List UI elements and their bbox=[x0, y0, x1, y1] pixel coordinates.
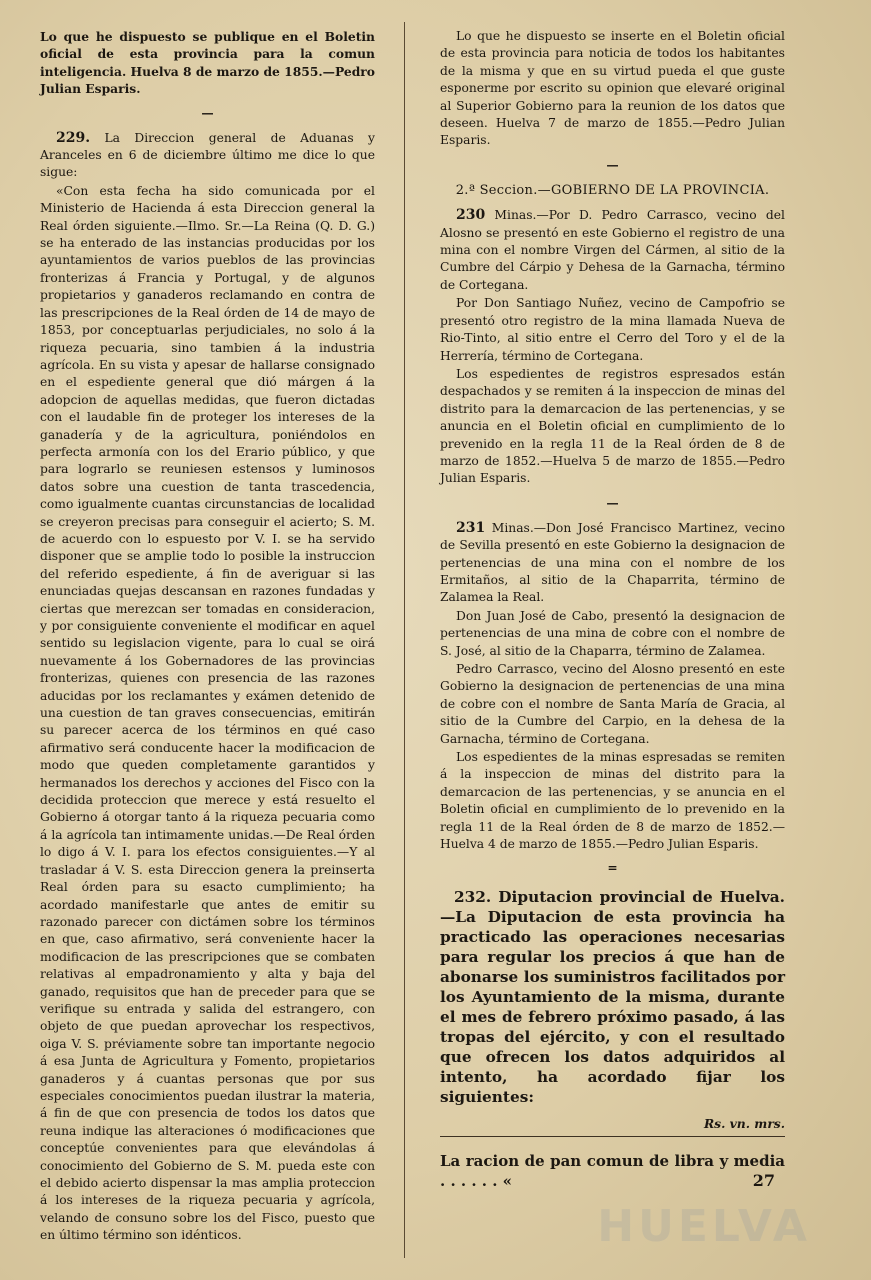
left-column bbox=[40, 28, 375, 1246]
article-number-232: 232. bbox=[454, 887, 492, 906]
article-230-p3: Los espedientes de registros espresados están despachados y se remiten á la inspeccion de minas del distrito para la demarcacion de las pertenencias, y se anuncia en el Boletin oficial en cumplimiento de lo prevenido en la regla 11 de la Real órden de 8 de marzo de 1852.—Huelva 5 de marzo de 1855.—Pedro Julian Esparis. bbox=[440, 366, 785, 486]
article-232-body: Diputacion provincial de Huelva.—La Diputacion de esta provincia ha practicado las operaciones necesarias para regular los precios á que han de abonarse los suministros facilitados por los Ayuntamiento de la misma, durante el mes de febrero próximo pasado, á las tropas del ejército, y con el resultado que ofrecen los datos adquiridos al intento, ha acordado fijar los siguientes: bbox=[440, 887, 785, 1106]
article-number-231: 231 bbox=[456, 519, 486, 536]
price-table-header: Rs. vn. mrs. bbox=[440, 1115, 785, 1137]
top-paragraph: Lo que he dispuesto se inserte en el Boletin oficial de esta provincia para noticia de todos los habitantes de la misma y que en su virtud pueda el que guste esponerme por escrito su opinion que elevaré original al Superior Gobierno para la reunion de los datos que deseen. Huelva 7 de marzo de 1855.—Pedro Julian Esparis. bbox=[440, 29, 785, 148]
article-230-p1: 230 Minas.—Por D. Pedro Carrasco, vecino del Alosno se presentó en este Gobierno el registro de una mina con el nombre Virgen del Cármen, al sitio de la Cumbre del Cárpio y Dehesa de la Garnacha, término de Cortegana. bbox=[440, 207, 785, 292]
article-229-body: «Con esta fecha ha sido comunicada por el Ministerio de Hacienda á esta Direccion general la Real órden siguiente.—Ilmo. Sr.—La Reina (Q. D. G.) se ha enterado de las instancias producidas por los ayuntamientos de varios pueblos de las provincias fronterizas á Francia y Portugal, y de algunos propietarios y ganaderos reclamando en contra de las prescripciones de la Real órden de 14 de mayo de 1853, por conceptuarlas perjudiciales, no solo á la riqueza pecuaria, sino tambien á la industria agrícola. En su vista y apesar de hallarse consignado en el espediente general que dió márgen á la adopcion de aquellas medidas, que fueron dictadas con el laudable fin de proteger los intereses de la ganadería y de la agricultura, poniéndolos en perfecta armonía con los del Erario público, y que para lograrlo se reuniesen estensos y luminosos datos sobre una cuestion de tanta trascedencia, como igualmente cuantas circunstancias de localidad se creyeron precisas para conseguir el acierto; S. M. de acuerdo con lo espuesto por V. I. se ha servido disponer que se amplie todo lo posible la instruccion del referido espediente, á fin de averiguar si las enunciadas quejas descansan en razones fundadas y ciertas que merezcan ser tomadas en consideracion, y por consiguiente conveniente el modificar en aquel sentido su legislacion vigente, para lo cual se oirá nuevamente á los Gobernadores de las provincias fronterizas, quienes con presencia de las razones aducidas por los reclamantes y exámen detenido de una cuestion de tan graves consecuencias, emitirán su parecer acerca de los términos en qué caso afirmativo será conducente hacer la modificacion de modo que queden completamente garantidos y hermanados los derechos y acciones del Fisco con la decidida proteccion que merece y está resuelto el Gobierno á otorgar tanto á la riqueza pecuaria como á la agrícola tan intimamente unidas.—De Real órden lo digo á V. I. para los efectos consiguientes.—Y al trasladar á V. S. esta Direccion genera la preinserta Real órden para su esacto cumplimiento; ha acordado manifestarle que antes de emitir su razonado parecer con dictámen sobre los términos en que, caso afirmativo, será conveniente hacer la modificacion de las prescripciones que se combaten relativas al empadronamiento y alta y baja del ganado, requisitos que han de preceder para que se verifique su entrada y salida del estrangero, con objeto de que puedan aprovechar los respectivos, oiga V. S. préviamente sobre tan importante negocio á esa Junta de Agricultura y Fomento, propietarios ganaderos y á cuantas personas que por sus especiales conocimientos puedan ilustrar la materia, á fin de que con presencia de todos los datos que reuna indique las alteraciones ó modificaciones que conceptúe convenientes para que elevándolas á conocimiento del Gobierno de S. M. pueda este con el debido acierto dispensar la mas amplia proteccion á los intereses de la riqueza pecuaria y agrícola, velando de consuno sobre los del Fisco, puesto que en último término son idénticos. bbox=[40, 183, 375, 1243]
column-divider bbox=[404, 22, 405, 1258]
separator: — bbox=[201, 104, 214, 120]
price-row-label: La racion de pan comun de libra y media . . . . . . « bbox=[440, 1152, 785, 1191]
separator: — bbox=[606, 156, 619, 172]
article-231-p1: 231 Minas.—Don José Francisco Martinez, vecino de Sevilla presentó en este Gobierno la designacion de pertenencias de una mina con el nombre de los Ermitaños, al sitio de la Chaparrita, término de Zalamea la Real. bbox=[440, 519, 785, 605]
article-number-230: 230 bbox=[456, 207, 486, 224]
article-number-229: 229. bbox=[56, 129, 91, 146]
article-231-p2: Don Juan José de Cabo, presentó la designacion de pertenencias de una mina de cobre con el nombre de S. José, al sitio de la Chaparra, término de Zalamea. bbox=[440, 608, 785, 658]
double-separator: = bbox=[607, 860, 618, 876]
article-230-p2: Por Don Santiago Nuñez, vecino de Campofrio se presentó otro registro de la mina llamada Nueva de Rio-Tinto, al sitio entre el Cerro del Toro y el de la Herrería, término de Cortegana. bbox=[440, 296, 785, 363]
price-row-value: 27 bbox=[752, 1171, 775, 1191]
article-231-p4: Los espedientes de la minas espresadas se remiten á la inspeccion de minas del distrito para la demarcacion de las pertenencias, y se anuncia en el Boletin oficial en cumplimiento de lo prevenido en la regla 11 de la Real órden de 8 de marzo de 1852.—Huelva 4 de marzo de 1855.—Pedro Julian Esparis. bbox=[440, 750, 785, 852]
article-231-p3: Pedro Carrasco, vecino del Alosno presentó en este Gobierno la designacion de pertenencias de una mina de cobre con el nombre de Santa María de Gracia, al sitio de la Cumbre del Carpio, en la dehesa de la Garnacha, término de Cortegana. bbox=[440, 662, 785, 746]
right-column bbox=[440, 28, 785, 1191]
archive-watermark: HUELVA bbox=[597, 1201, 811, 1252]
article-232 bbox=[440, 887, 785, 1107]
price-row bbox=[440, 1151, 785, 1191]
section-heading: 2.ª Seccion.—GOBIERNO DE LA PROVINCIA. bbox=[455, 182, 770, 198]
separator: — bbox=[606, 494, 619, 510]
intro-paragraph: Lo que he dispuesto se publique en el Boletin oficial de esta provincia para la comun inteligencia. Huelva 8 de marzo de 1855.—Pedro Julian Esparis. bbox=[40, 29, 375, 97]
article-229-intro: 229. La Direccion general de Aduanas y Aranceles en 6 de diciembre último me dice lo que sigue: bbox=[40, 129, 375, 180]
